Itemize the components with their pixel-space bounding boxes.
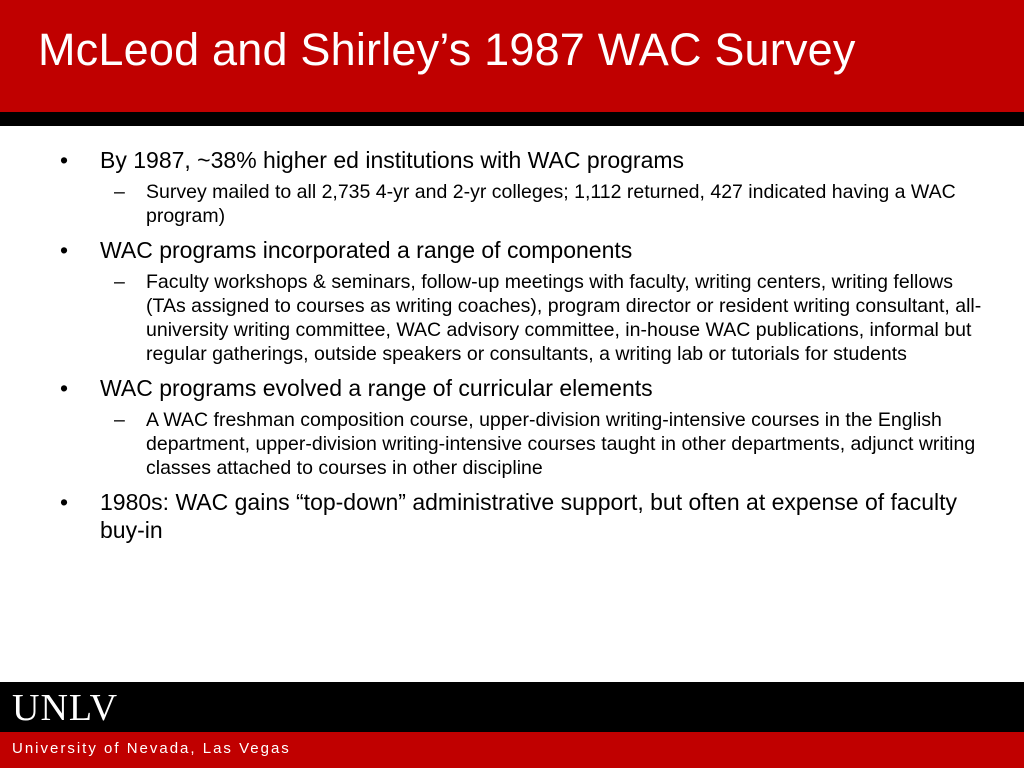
bullet-marker: • bbox=[60, 489, 69, 515]
slide-content bbox=[0, 146, 1024, 550]
bullet-marker: • bbox=[60, 375, 69, 401]
sub-bullet-item bbox=[0, 408, 1024, 480]
bullet-item bbox=[0, 236, 1024, 264]
title-divider bbox=[0, 112, 1024, 126]
bullet-marker: • bbox=[60, 237, 69, 263]
bullet-text: WAC programs incorporated a range of components bbox=[100, 237, 633, 263]
bullet-item bbox=[0, 146, 1024, 174]
university-name: University of Nevada, Las Vegas bbox=[12, 740, 291, 757]
sub-bullet-item bbox=[0, 270, 1024, 366]
sub-bullet-marker: – bbox=[114, 409, 125, 431]
bullet-item bbox=[0, 374, 1024, 402]
sub-bullet-item bbox=[0, 180, 1024, 228]
bullet-text: By 1987, ~38% higher ed institutions with WAC programs bbox=[100, 147, 685, 173]
sub-bullet-text: Survey mailed to all 2,735 4-yr and 2-yr colleges; 1,112 returned, 427 indicated having a WAC program) bbox=[146, 181, 956, 227]
bullet-text: WAC programs evolved a range of curricular elements bbox=[100, 375, 653, 401]
bullet-item bbox=[0, 488, 1024, 544]
sub-bullet-text: A WAC freshman composition course, upper-division writing-intensive courses in the English department, upper-division writing-intensive courses taught in other departments, adjunct writing classes attached to courses in other discipline bbox=[146, 409, 976, 479]
sub-bullet-marker: – bbox=[114, 181, 125, 203]
slide-title: McLeod and Shirley’s 1987 WAC Survey bbox=[38, 24, 856, 75]
sub-bullet-text: Faculty workshops & seminars, follow-up meetings with faculty, writing centers, writing fellows (TAs assigned to courses as writing coaches), program director or resident writing consultant, all-university writing committee, WAC advisory committee, in-house WAC publications, informal but regular gatherings, outside speakers or consultants, a writing lab or tutorials for students bbox=[146, 271, 982, 365]
sub-bullet-marker: – bbox=[114, 271, 125, 293]
bullet-marker: • bbox=[60, 147, 69, 173]
unlv-logo: UNLV bbox=[12, 687, 119, 729]
footer-logo-band bbox=[0, 682, 1024, 732]
bullet-text: 1980s: WAC gains “top-down” administrative support, but often at expense of faculty buy-in bbox=[100, 489, 957, 543]
